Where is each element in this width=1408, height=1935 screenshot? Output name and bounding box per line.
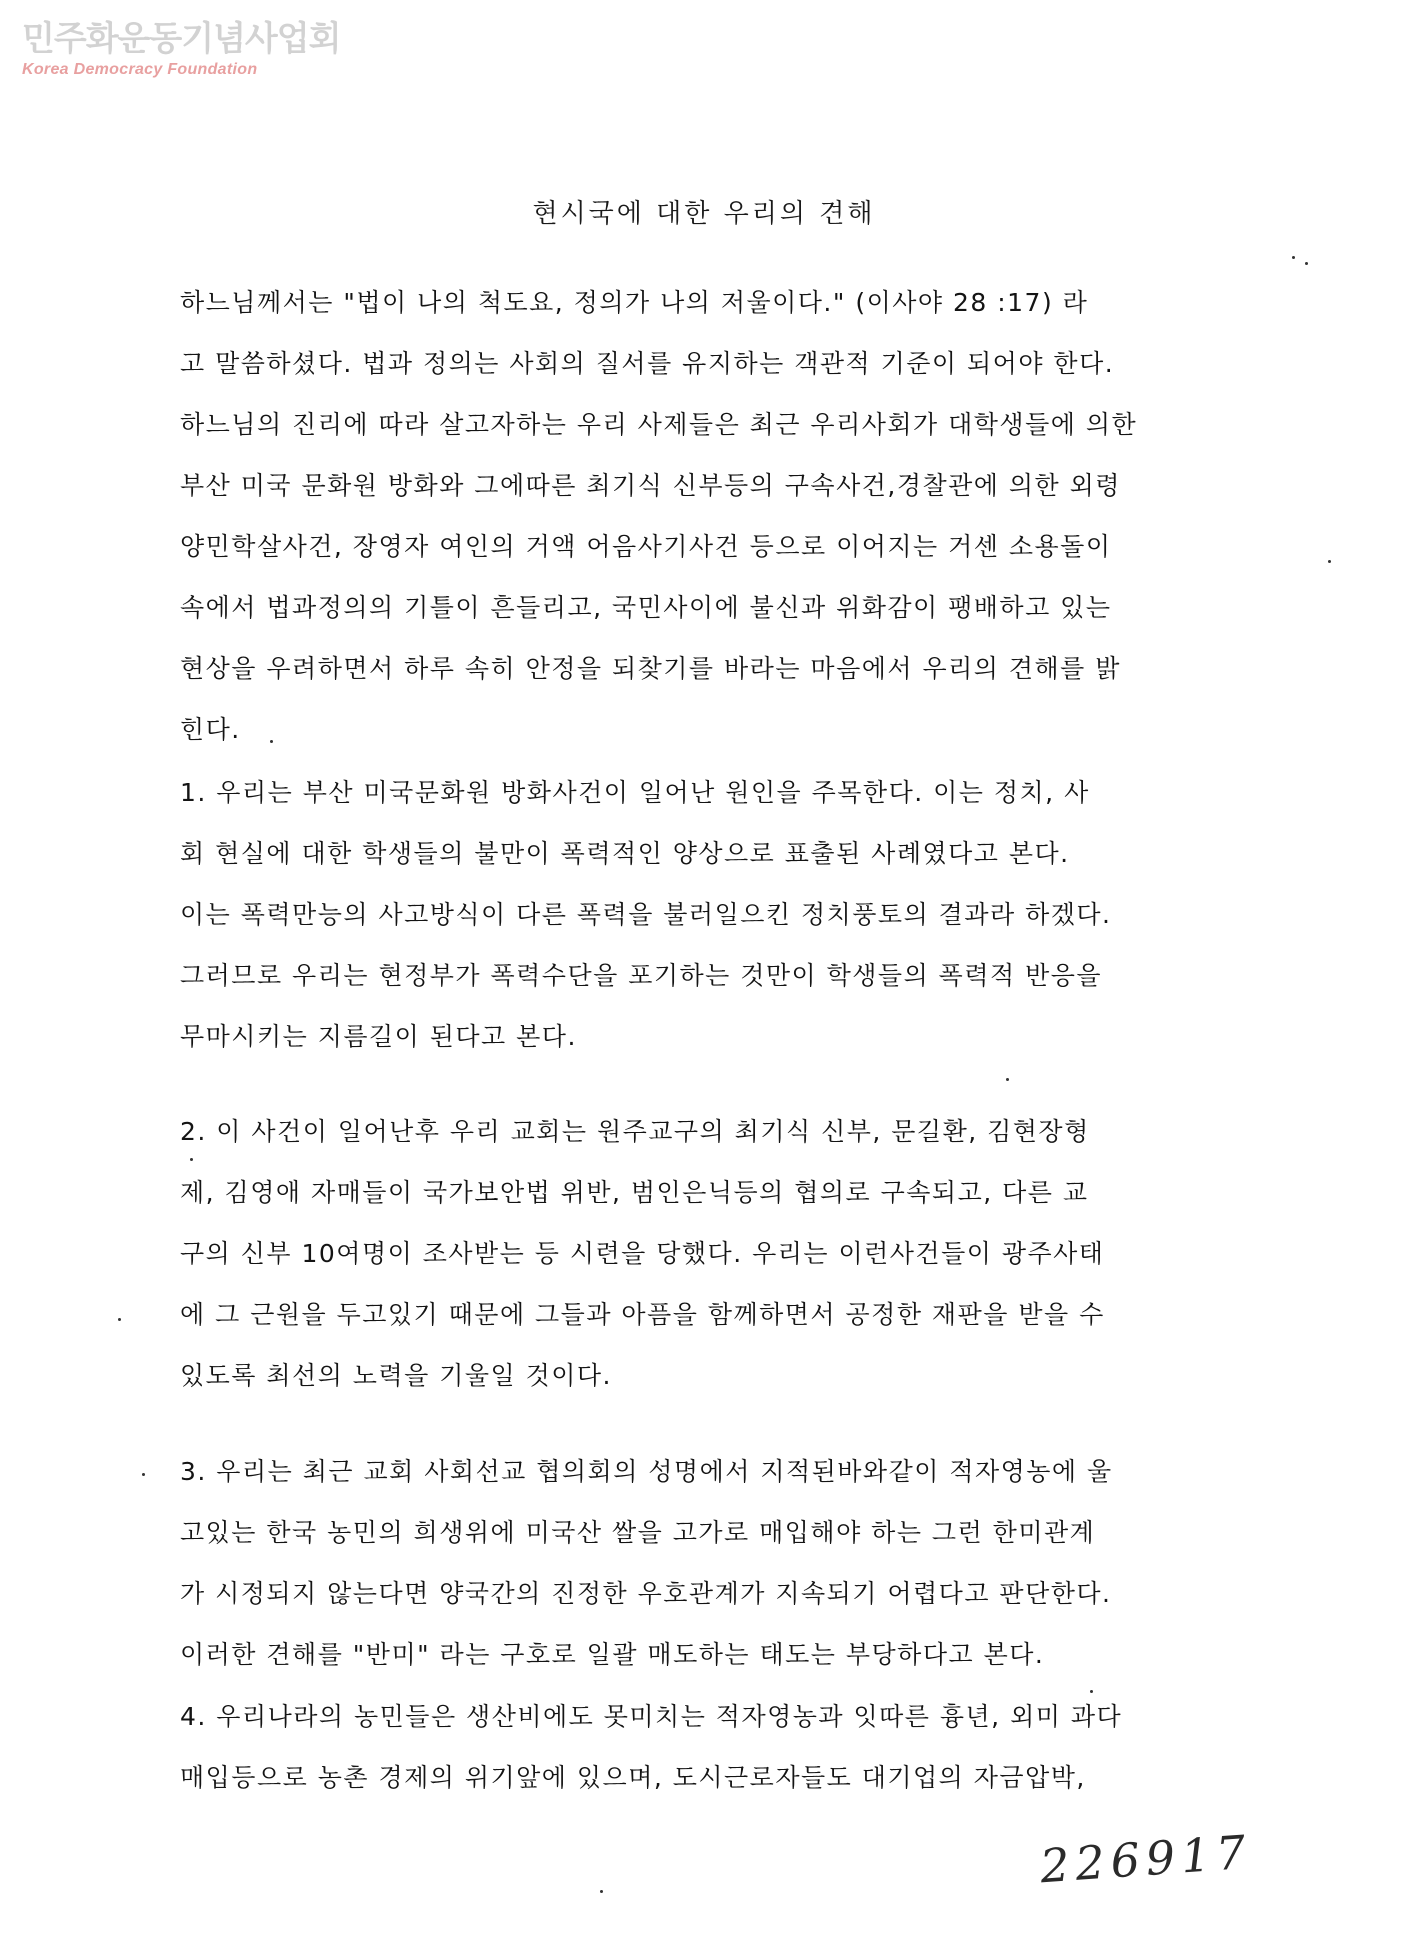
body-line: 양민학살사건, 장영자 여인의 거액 어음사기사건 등으로 이어지는 거센 소용돌이 [180, 532, 1112, 561]
body-line: 에 그 근원을 두고있기 때문에 그들과 아픔을 함께하면서 공정한 재판을 받을 수 [180, 1300, 1105, 1329]
paragraph-3-line: 3. 우리는 최근 교회 사회선교 협의회의 성명에서 지적된바와같이 적자영농에 울 [180, 1457, 1113, 1486]
body-line: 이는 폭력만능의 사고방식이 다른 폭력을 불러일으킨 정치풍토의 결과라 하겠다. [180, 900, 1112, 929]
body-line: 제, 김영애 자매들이 국가보안법 위반, 범인은닉등의 협의로 구속되고, 다른 교 [180, 1178, 1089, 1207]
body-line: 있도록 최선의 노력을 기울일 것이다. [180, 1361, 612, 1390]
scan-speck [1328, 560, 1331, 563]
scan-speck [118, 1318, 121, 1321]
foundation-logo [22, 19, 341, 78]
body-line: 하느님께서는 "법이 나의 척도요, 정의가 나의 저울이다." (이사야 28 :17) 라 [180, 288, 1089, 317]
body-line: 힌다. [180, 715, 241, 744]
paragraph-1-line: 1. 우리는 부산 미국문화원 방화사건이 일어난 원인을 주목한다. 이는 정치, 사 [180, 778, 1090, 807]
scan-speck [190, 1158, 193, 1161]
logo-korean-name: 민주화운동기념사업회 [22, 19, 341, 59]
scan-speck [1090, 1690, 1093, 1693]
handwritten-catalog-number: 226917 [1038, 1824, 1254, 1894]
body-line: 하느님의 진리에 따라 살고자하는 우리 사제들은 최근 우리사회가 대학생들에 의한 [180, 410, 1138, 439]
paragraph-2-line: 2. 이 사건이 일어난후 우리 교회는 원주교구의 최기식 신부, 문길환, 김현장형 [180, 1117, 1090, 1146]
body-line: 매입등으로 농촌 경제의 위기앞에 있으며, 도시근로자들도 대기업의 자금압박, [180, 1763, 1086, 1792]
scan-speck [600, 1890, 603, 1893]
scan-speck [1292, 256, 1295, 259]
body-line: 가 시정되지 않는다면 양국간의 진정한 우호관계가 지속되기 어렵다고 판단한다. [180, 1579, 1112, 1608]
body-line: 고있는 한국 농민의 희생위에 미국산 쌀을 고가로 매입해야 하는 그런 한미관계 [180, 1518, 1096, 1547]
body-line: 이러한 견해를 "반미" 라는 구호로 일괄 매도하는 태도는 부당하다고 본다. [180, 1640, 1045, 1669]
body-line: 현상을 우려하면서 하루 속히 안정을 되찾기를 바라는 마음에서 우리의 견해를 밝 [180, 654, 1121, 683]
body-line: 그러므로 우리는 현정부가 폭력수단을 포기하는 것만이 학생들의 폭력적 반응을 [180, 961, 1103, 990]
scan-speck [1006, 1078, 1009, 1081]
scan-speck [270, 740, 273, 743]
body-line: 속에서 법과정의의 기틀이 흔들리고, 국민사이에 불신과 위화감이 팽배하고 있는 [180, 593, 1112, 622]
logo-english-name: Korea Democracy Foundation [22, 61, 258, 78]
scan-speck [1305, 262, 1308, 265]
scan-speck [142, 1473, 145, 1476]
document-title: 현시국에 대한 우리의 견해 [532, 199, 876, 229]
body-line: 부산 미국 문화원 방화와 그에따른 최기식 신부등의 구속사건,경찰관에 의한 외령 [180, 471, 1121, 500]
body-line: 구의 신부 10여명이 조사받는 등 시련을 당했다. 우리는 이런사건들이 광주사태 [180, 1239, 1105, 1268]
body-line: 회 현실에 대한 학생들의 불만이 폭력적인 양상으로 표출된 사례였다고 본다. [180, 839, 1070, 868]
paragraph-4-line: 4. 우리나라의 농민들은 생산비에도 못미치는 적자영농과 잇따른 흉년, 외미 과다 [180, 1702, 1123, 1731]
body-line: 고 말씀하셨다. 법과 정의는 사회의 질서를 유지하는 객관적 기준이 되어야 한다. [180, 349, 1115, 378]
body-line: 무마시키는 지름길이 된다고 본다. [180, 1022, 577, 1051]
